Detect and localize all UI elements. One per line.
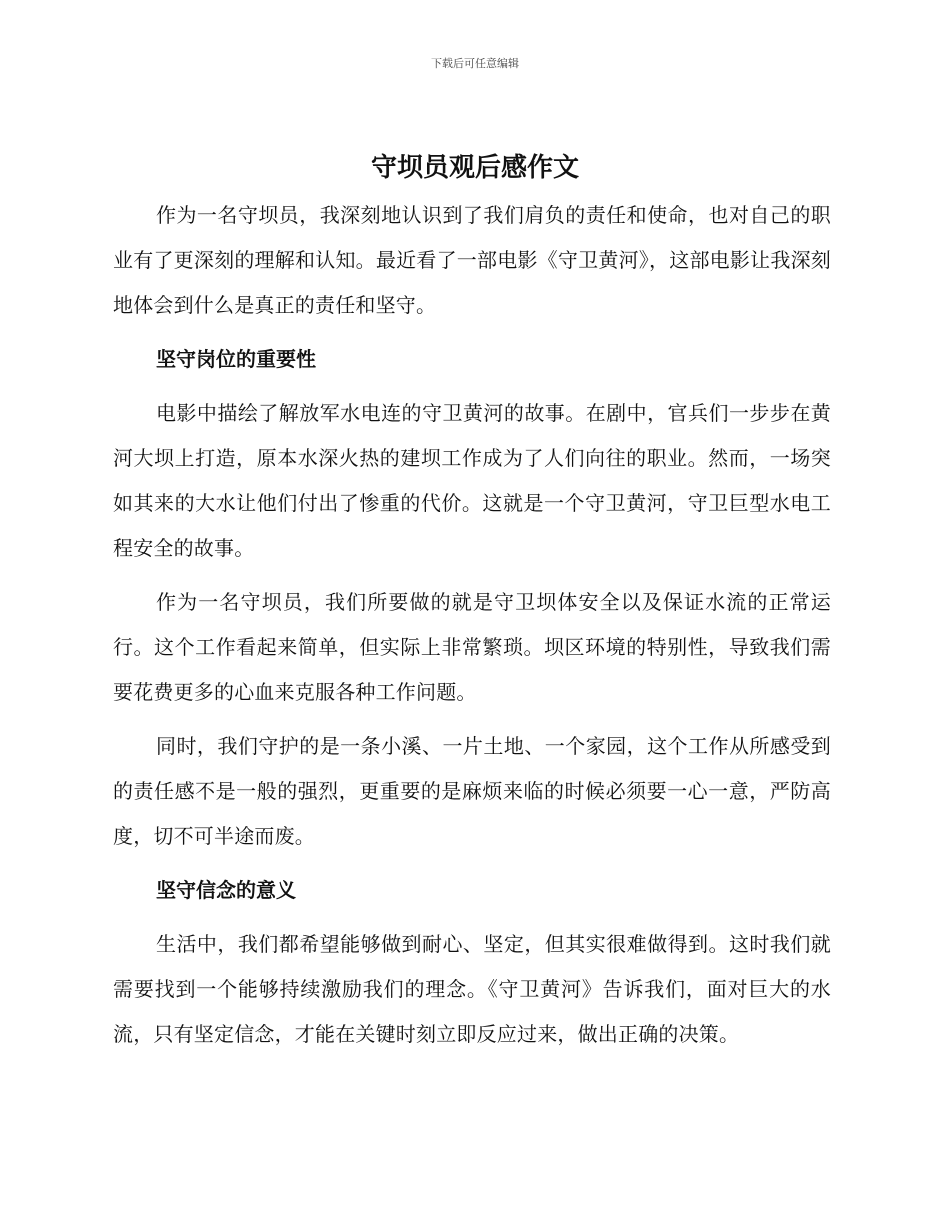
body-paragraph: 电影中描绘了解放军水电连的守卫黄河的故事。在剧中，官兵们一步步在黄河大坝上打造，原本水深火热的建坝工作成为了人们向往的职业。然而，一场突如其来的大水让他们付出了惨重的代价。这就是一个守卫黄河，守卫巨型水电工程安全的故事。: [113, 401, 831, 560]
body-paragraph: 同时，我们守护的是一条小溪、一片土地、一个家园，这个工作从所感受到的责任感不是一般的强烈，更重要的是麻烦来临的时候必须要一心一意，严防高度，切不可半途而废。: [113, 734, 831, 848]
section-heading: 坚守岗位的重要性: [156, 347, 316, 371]
document-body: [113, 193, 831, 1066]
section-heading: 坚守信念的意义: [156, 878, 296, 902]
header-note: 下载后可任意编辑: [431, 57, 519, 70]
body-paragraph: 作为一名守坝员，我深刻地认识到了我们肩负的责任和使命，也对自己的职业有了更深刻的理解和认知。最近看了一部电影《守卫黄河》，这部电影让我深刻地体会到什么是真正的责任和坚守。: [113, 203, 831, 317]
body-paragraph: 作为一名守坝员，我们所要做的就是守卫坝体安全以及保证水流的正常运行。这个工作看起来简单，但实际上非常繁琐。坝区环境的特别性，导致我们需要花费更多的心血来克服各种工作问题。: [113, 590, 831, 704]
document-title: 守坝员观后感作文: [370, 153, 579, 183]
body-paragraph: 生活中，我们都希望能够做到耐心、坚定，但其实很难做得到。这时我们就需要找到一个能够持续激励我们的理念。《守卫黄河》告诉我们，面对巨大的水流，只有坚定信念，才能在关键时刻立即反应过来，做出正确的决策。: [113, 932, 831, 1046]
